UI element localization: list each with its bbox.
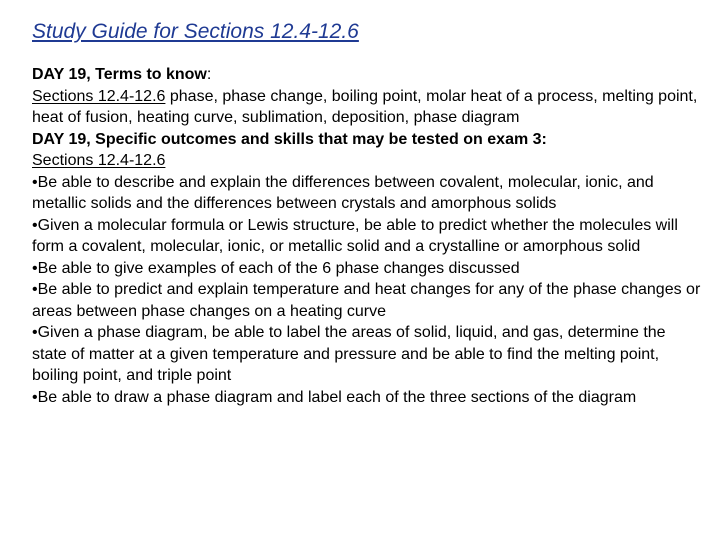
terms-paragraph xyxy=(32,86,702,129)
terms-list: phase, phase change, boiling point, molar heat of a process, melting point, heat of fusion, heating curve, sublimation, deposition, phase diagram xyxy=(32,87,698,126)
outcome-bullet: •Be able to describe and explain the differences between covalent, molecular, ionic, and metallic solids and the differences between crystals and amorphous solids xyxy=(32,173,654,212)
outcomes-sections-label: Sections 12.4-12.6 xyxy=(32,152,166,169)
terms-sections-label: Sections 12.4-12.6 xyxy=(32,87,166,105)
outcome-bullet: •Given a phase diagram, be able to label the areas of solid, liquid, and gas, determine the state of matter at a given temperature and pressure and be able to find the melting point, boiling point, and triple point xyxy=(32,324,666,384)
terms-heading-colon: : xyxy=(206,66,212,83)
outcomes-heading: DAY 19, Specific outcomes and skills that may be tested on exam 3: xyxy=(32,130,547,148)
outcome-bullet: •Given a molecular formula or Lewis structure, be able to predict whether the molecules will form a covalent, molecular, ionic, or metallic solid and a crystalline or amorphous solid xyxy=(32,216,678,255)
outcome-bullet: •Be able to give examples of each of the 6 phase changes discussed xyxy=(32,259,520,277)
terms-heading-text: DAY 19, Terms to know xyxy=(32,66,207,83)
page-title: Study Guide for Sections 12.4-12.6 xyxy=(32,20,359,43)
outcome-bullet: •Be able to draw a phase diagram and label each of the three sections of the diagram xyxy=(32,388,637,406)
outcome-bullet: •Be able to predict and explain temperature and heat changes for any of the phase changes or areas between phase changes on a heating curve xyxy=(32,281,701,320)
study-guide-body xyxy=(32,64,702,408)
terms-heading xyxy=(32,64,702,86)
